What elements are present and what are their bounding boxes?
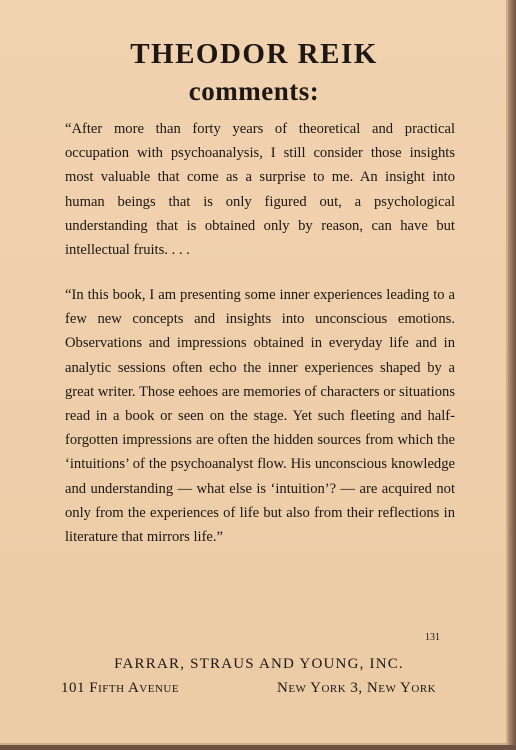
cover-edge-right: [508, 0, 516, 750]
publisher-address: 101 Fifth Avenue: [61, 680, 180, 696]
publisher-name: FARRAR, STRAUS AND YOUNG, INC.: [114, 656, 404, 672]
cover-subtitle: comments:: [188, 76, 320, 106]
publisher-city: New York 3, New York: [277, 680, 437, 696]
quote-paragraph-2: “In this book, I am presenting some inner experiences leading to a few new concepts and insights into unconscious emotions. Observations and impressions obtained in everyday life and in analytic sessions often echo the inner experiences shaped by a great writer. Those eehoes are memories of characters or situations read in a book or seen on the stage. Yet such fleeting and half-forgotten impressions are often the hidden sources from which the ‘intuitions’ of the psychoanalyst flow. His unconscious knowledge and understanding — what else is ‘intuition’? — are acquired not only from the experiences of life but also from their reflections in literature that mirrors life.”: [65, 287, 455, 546]
author-name: THEODOR REIK: [130, 38, 378, 70]
page-number: 131: [425, 632, 440, 643]
cover-edge-bottom: [0, 745, 516, 750]
quote-paragraph-1: “After more than forty years of theoretical and practical occupation with psychoanalysis, I still consider those insights most valuable that come as a surprise to me. An insight into human beings that is only figured out, a psychological understanding that is obtained only by reason, can have but intellectual fruits. . . .: [65, 121, 455, 259]
